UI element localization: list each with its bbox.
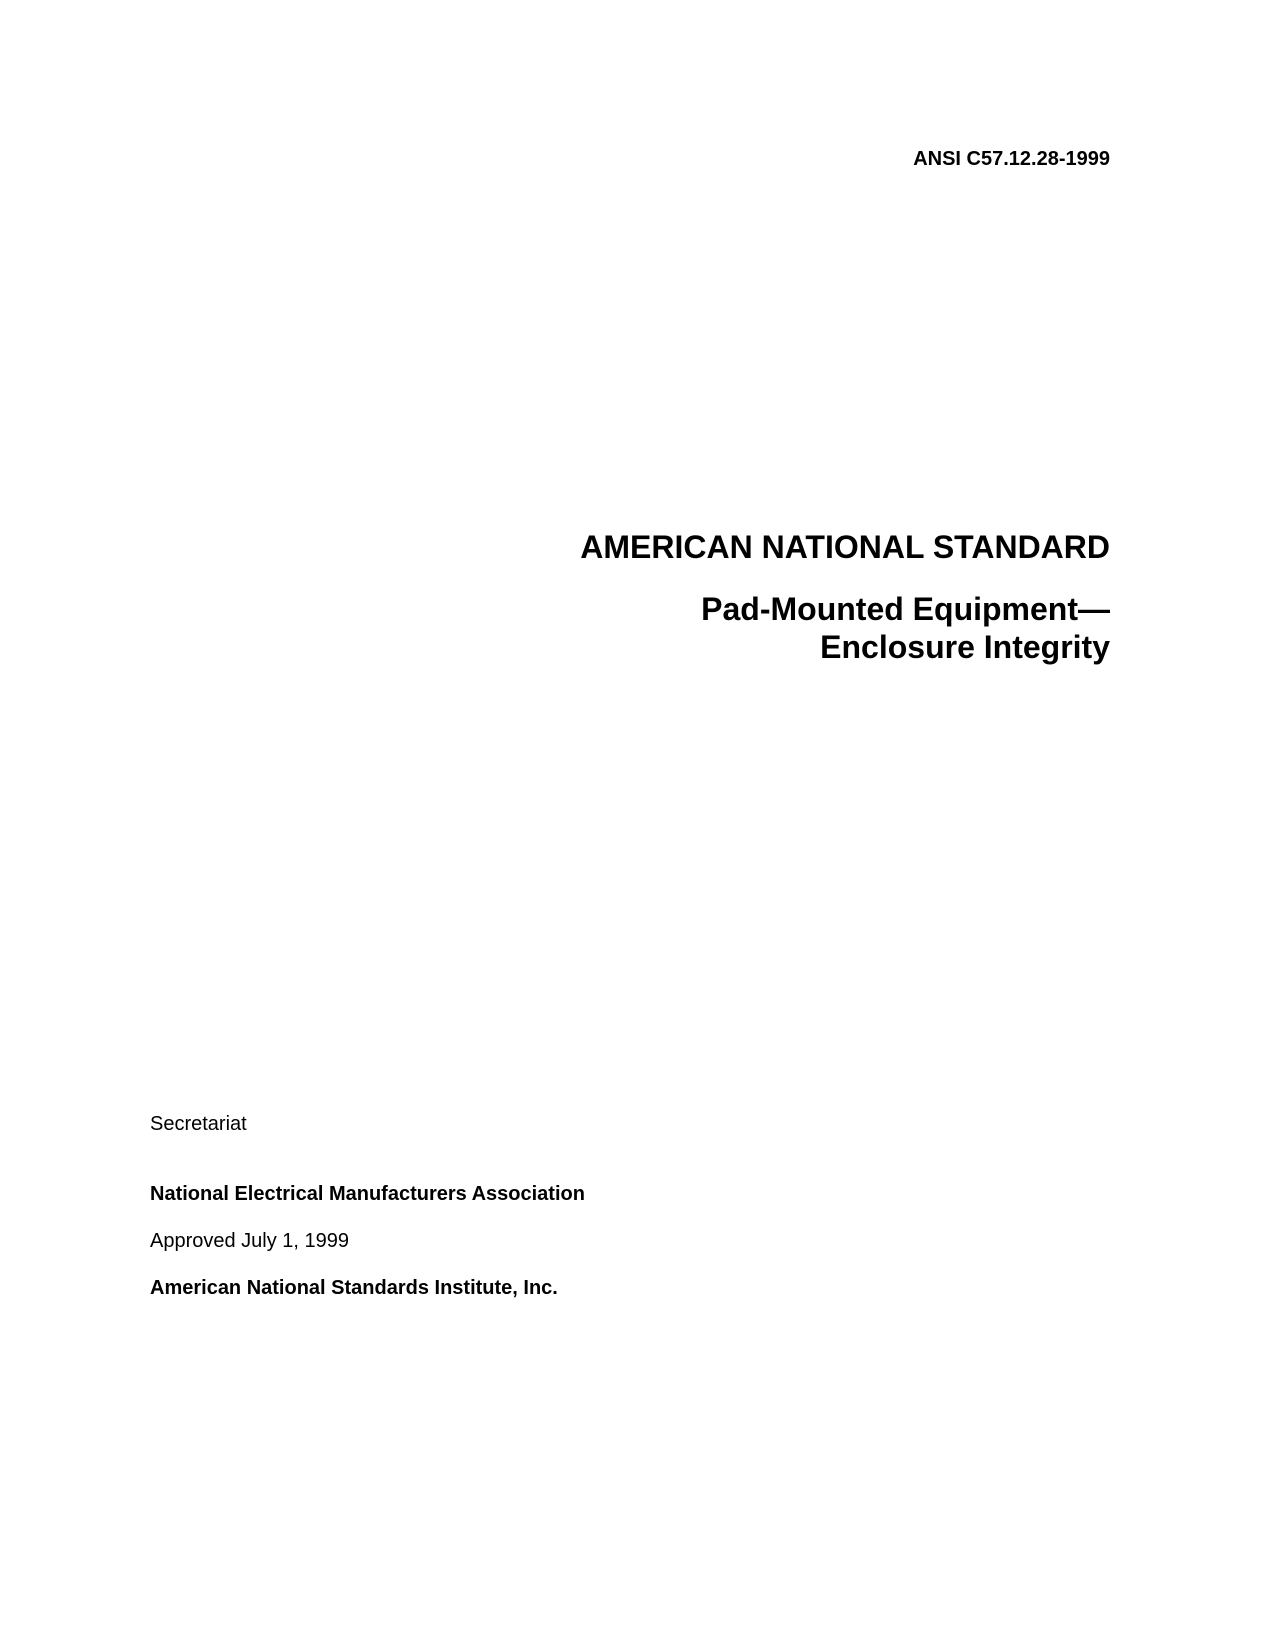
standard-title (580, 590, 1110, 666)
title-block (580, 528, 1110, 666)
secretariat-organization: National Electrical Manufacturers Association (150, 1183, 585, 1205)
standard-heading: AMERICAN NATIONAL STANDARD (580, 529, 1110, 565)
secretariat-label: Secretariat (150, 1113, 247, 1135)
standard-title-line-1: Pad-Mounted Equipment— (701, 591, 1110, 627)
standard-title-line-2: Enclosure Integrity (820, 629, 1110, 665)
approving-organization: American National Standards Institute, Inc. (150, 1277, 558, 1299)
standard-designation: ANSI C57.12.28-1999 (913, 148, 1110, 170)
sponsor-block (150, 1112, 585, 1300)
approval-date: Approved July 1, 1999 (150, 1230, 350, 1252)
